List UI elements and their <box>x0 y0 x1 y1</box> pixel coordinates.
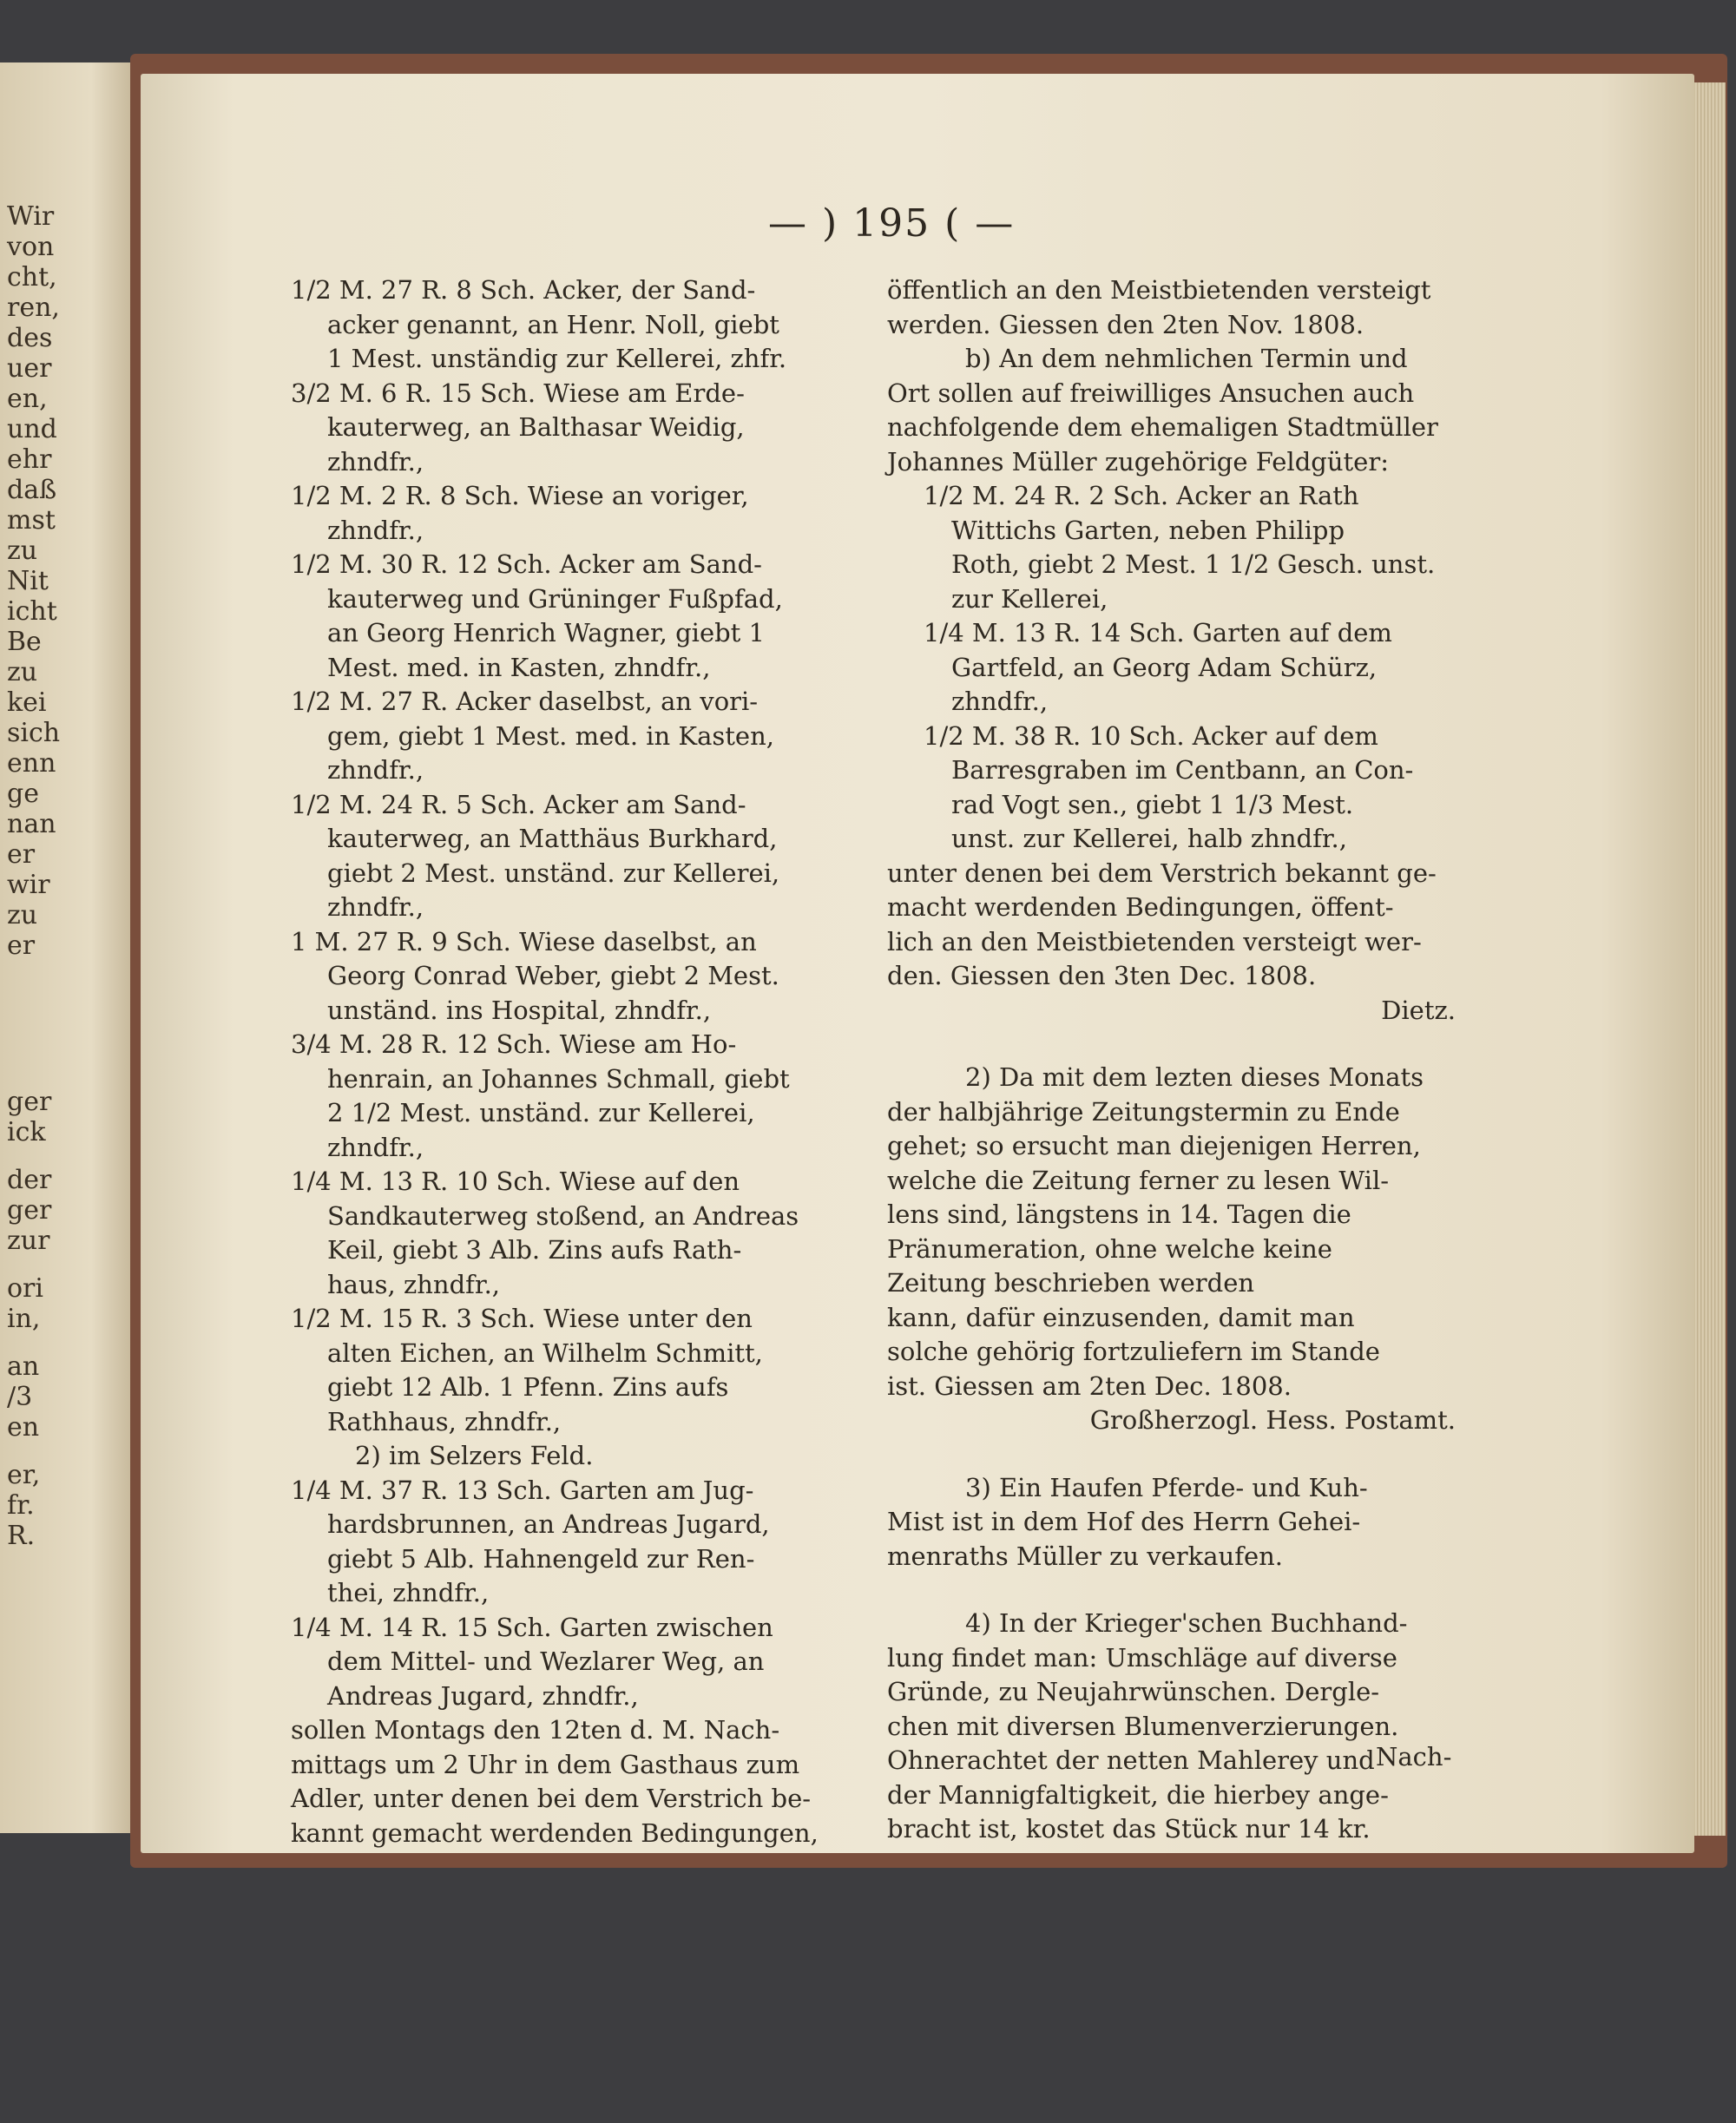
text-line: Sandkauterweg stoßend, an Andreas <box>327 1200 799 1231</box>
left-page-fragment: der <box>7 1165 52 1195</box>
text-line: Gartfeld, an Georg Adam Schürz, <box>951 652 1378 682</box>
left-page-fragment: ick <box>7 1117 46 1147</box>
text-line: 1/4 M. 37 R. 13 Sch. Garten am Jug- <box>291 1475 754 1505</box>
left-column <box>291 273 846 1850</box>
left-page-fragment: ehr <box>7 444 52 475</box>
text-line: Rathhaus, zhndfr., <box>327 1406 562 1436</box>
left-page-fragment: an <box>7 1351 40 1382</box>
text-line: 3/2 M. 6 R. 15 Sch. Wiese am Erde- <box>291 378 745 408</box>
left-page-fragment: ren, <box>7 292 60 323</box>
text-line: Pränumeration, ohne welche keine <box>887 1233 1332 1264</box>
left-page-fragment: fr. <box>7 1490 35 1521</box>
left-page-fragment: nan <box>7 809 56 839</box>
text-line: kauterweg, an Balthasar Weidig, <box>327 412 745 442</box>
left-page-fragment: zu <box>7 657 38 687</box>
text-line: nachfolgende dem ehemaligen Stadtmüller <box>887 412 1438 442</box>
text-line: werden. Giessen den 2ten Nov. 1808. <box>887 309 1364 339</box>
left-page-fragment: en, <box>7 384 48 414</box>
left-page-fragment: ger <box>7 1087 52 1117</box>
left-page-fragment: uer <box>7 353 52 384</box>
text-line: Roth, giebt 2 Mest. 1 1/2 Gesch. unst. <box>951 549 1436 579</box>
text-line: hardsbrunnen, an Andreas Jugard, <box>327 1509 770 1539</box>
left-page-fragment: und <box>7 414 57 444</box>
text-line: zhndfr., <box>327 1132 424 1162</box>
text-line: den. Giessen den 3ten Dec. 1808. <box>887 961 1317 990</box>
text-line: Wittichs Garten, neben Philipp <box>951 515 1345 545</box>
text-line: kauterweg, an Matthäus Burkhard, <box>327 824 778 853</box>
left-page-fragment: en <box>7 1412 40 1443</box>
text-line: henrain, an Johannes Schmall, giebt <box>327 1063 790 1094</box>
text-line: 3) Ein Haufen Pferde- und Kuh- <box>965 1472 1368 1502</box>
text-line: 1/2 M. 24 R. 2 Sch. Acker an Rath <box>924 481 1359 510</box>
left-page-edge <box>0 62 152 1833</box>
text-line: 3/4 M. 28 R. 12 Sch. Wiese am Ho- <box>291 1029 737 1059</box>
text-line: Mest. med. in Kasten, zhndfr., <box>327 652 711 682</box>
text-line: ist. Giessen am 2ten Dec. 1808. <box>887 1370 1292 1401</box>
left-page-fragment: Nit <box>7 566 49 596</box>
text-line: lung findet man: Umschläge auf diverse <box>887 1642 1397 1673</box>
text-line: kauterweg und Grüninger Fußpfad, <box>327 583 783 614</box>
left-page-fragment: er <box>7 930 36 961</box>
left-page-fragment: er <box>7 839 36 870</box>
text-line: öffentlich an den Meistbietenden versteigt <box>887 275 1431 305</box>
text-line: Andreas Jugard, zhndfr., <box>327 1680 639 1711</box>
left-page-fragment: zu <box>7 900 38 930</box>
text-line: dem Mittel- und Wezlarer Weg, an <box>327 1646 765 1676</box>
text-line: Zeitung beschrieben werden <box>887 1268 1255 1298</box>
text-line: alten Eichen, an Wilhelm Schmitt, <box>327 1338 763 1368</box>
left-page-fragment: Be <box>7 627 42 657</box>
text-line: Keil, giebt 3 Alb. Zins aufs Rath- <box>327 1235 742 1265</box>
right-column <box>887 273 1464 1847</box>
text-line: welche die Zeitung ferner zu lesen Wil- <box>887 1165 1390 1195</box>
text-line: der Mannigfaltigkeit, die hierbey ange- <box>887 1779 1389 1810</box>
text-line: 1/2 M. 24 R. 5 Sch. Acker am Sand- <box>291 789 746 819</box>
text-line: 1/2 M. 27 R. 8 Sch. Acker, der Sand- <box>291 275 756 305</box>
text-line: zhndfr., <box>327 892 424 922</box>
left-page-fragment: mst <box>7 505 56 536</box>
text-line: zhndfr., <box>327 755 424 785</box>
left-page-fragment: sich <box>7 718 61 748</box>
text-line: Ort sollen auf freiwilliges Ansuchen auch <box>887 378 1415 408</box>
left-page-fragment: R. <box>7 1521 36 1551</box>
text-line: lich an den Meistbietenden versteigt wer- <box>887 926 1422 956</box>
text-line: Gründe, zu Neujahrwünschen. Dergle- <box>887 1677 1380 1706</box>
text-line: unständ. ins Hospital, zhndfr., <box>327 995 712 1025</box>
text-line: unter denen bei dem Verstrich bekannt ge- <box>887 858 1437 888</box>
paragraph-gap <box>887 1438 1464 1471</box>
left-page-fragment: in, <box>7 1304 41 1334</box>
text-line: 2) im Selzers Feld. <box>355 1441 594 1470</box>
text-line: zur Kellerei, <box>951 583 1108 614</box>
left-page-fragment: wir <box>7 870 50 900</box>
text-line: kannt gemacht werdenden Bedingungen, <box>291 1817 819 1848</box>
left-page-fragment: enn <box>7 748 56 779</box>
text-line: giebt 5 Alb. Hahnengeld zur Ren- <box>327 1543 755 1574</box>
text-line: thei, zhndfr., <box>327 1578 490 1607</box>
left-page-fragment: des <box>7 323 53 353</box>
page-number-header: — ) 195 ( — <box>768 201 1016 246</box>
text-line: zhndfr., <box>327 446 424 477</box>
text-line: 4) In der Krieger'schen Buchhand- <box>965 1608 1408 1638</box>
text-line: b) An dem nehmlichen Termin und <box>965 344 1408 373</box>
paragraph-gap <box>887 1574 1464 1607</box>
left-page-fragment: er, <box>7 1460 41 1490</box>
text-line: giebt 2 Mest. unständ. zur Kellerei, <box>327 858 780 888</box>
catchword: Nach- <box>1376 1742 1452 1771</box>
text-line: bracht ist, kostet das Stück nur 14 kr. <box>887 1814 1371 1844</box>
text-line: kann, dafür einzusenden, damit man <box>887 1302 1355 1332</box>
text-line: macht werdenden Bedingungen, öffent- <box>887 892 1394 922</box>
text-line: zhndfr., <box>327 515 424 545</box>
text-line: acker genannt, an Henr. Noll, giebt <box>327 309 779 339</box>
text-line: 1/2 M. 15 R. 3 Sch. Wiese unter den <box>291 1304 753 1333</box>
text-line: unst. zur Kellerei, halb zhndfr., <box>951 824 1347 853</box>
text-line: gem, giebt 1 Mest. med. in Kasten, <box>327 720 774 751</box>
text-line: chen mit diversen Blumenverzierungen. <box>887 1711 1399 1741</box>
left-page-fragment: zur <box>7 1226 50 1256</box>
text-line: 1/2 M. 2 R. 8 Sch. Wiese an voriger, <box>291 481 749 510</box>
left-page-fragment: von <box>7 232 55 262</box>
left-page-fragment: Wir <box>7 201 55 232</box>
text-line: 1 Mest. unständig zur Kellerei, zhfr. <box>327 344 787 373</box>
text-line: zhndfr., <box>951 687 1049 716</box>
left-page-fragment: ori <box>7 1273 43 1304</box>
text-line: 1/4 M. 13 R. 14 Sch. Garten auf dem <box>924 618 1392 647</box>
text-line: 2) Da mit dem lezten dieses Monats <box>965 1062 1424 1092</box>
paragraph-gap <box>887 1028 1464 1061</box>
text-line: Dietz. <box>1381 995 1456 1025</box>
text-line: Adler, unter denen bei dem Verstrich be- <box>291 1784 812 1813</box>
text-line: 1 M. 27 R. 9 Sch. Wiese daselbst, an <box>291 926 757 956</box>
text-line: menraths Müller zu verkaufen. <box>887 1541 1283 1571</box>
text-line: Ohnerachtet der netten Mahlerey und <box>887 1745 1375 1775</box>
text-line: rad Vogt sen., giebt 1 1/3 Mest. <box>951 789 1354 819</box>
page-edges <box>1694 82 1726 1836</box>
text-line: 1/4 M. 13 R. 10 Sch. Wiese auf den <box>291 1167 740 1196</box>
left-page-fragment: ger <box>7 1195 52 1226</box>
text-line: 1/2 M. 38 R. 10 Sch. Acker auf dem <box>924 720 1378 751</box>
left-page-fragment: ge <box>7 779 39 809</box>
text-line: 1/2 M. 30 R. 12 Sch. Acker am Sand- <box>291 549 762 579</box>
text-line: der halbjährige Zeitungstermin zu Ende <box>887 1096 1400 1127</box>
left-page-fragment: kei <box>7 687 47 718</box>
text-line: Barresgraben im Centbann, an Con- <box>951 755 1414 785</box>
left-page-fragment: /3 <box>7 1382 33 1412</box>
text-line: 2 1/2 Mest. unständ. zur Kellerei, <box>327 1098 755 1127</box>
text-line: mittags um 2 Uhr in dem Gasthaus zum <box>291 1749 800 1779</box>
text-line: lens sind, längstens in 14. Tagen die <box>887 1200 1351 1229</box>
left-page-fragment: zu <box>7 536 38 566</box>
text-line: Mist ist in dem Hof des Herrn Gehei- <box>887 1507 1361 1536</box>
text-line: sollen Montags den 12ten d. M. Nach- <box>291 1715 780 1745</box>
text-line: an Georg Henrich Wagner, giebt 1 <box>327 618 766 647</box>
left-page-fragment: daß <box>7 475 57 505</box>
left-page-fragment: icht <box>7 596 57 627</box>
text-line: gehet; so ersucht man diejenigen Herren, <box>887 1131 1421 1160</box>
text-line: giebt 12 Alb. 1 Pfenn. Zins aufs <box>327 1372 729 1402</box>
text-line: Johannes Müller zugehörige Feldgüter: <box>887 446 1389 477</box>
text-line: Georg Conrad Weber, giebt 2 Mest. <box>327 961 779 990</box>
text-line: 1/4 M. 14 R. 15 Sch. Garten zwischen <box>291 1612 773 1642</box>
text-line: haus, zhndfr., <box>327 1269 501 1299</box>
text-line: 1/2 M. 27 R. Acker daselbst, an vori- <box>291 687 759 716</box>
left-page-fragment: cht, <box>7 262 57 292</box>
text-line: solche gehörig fortzuliefern im Stande <box>887 1337 1380 1366</box>
text-line: Großherzogl. Hess. Postamt. <box>1089 1405 1456 1435</box>
